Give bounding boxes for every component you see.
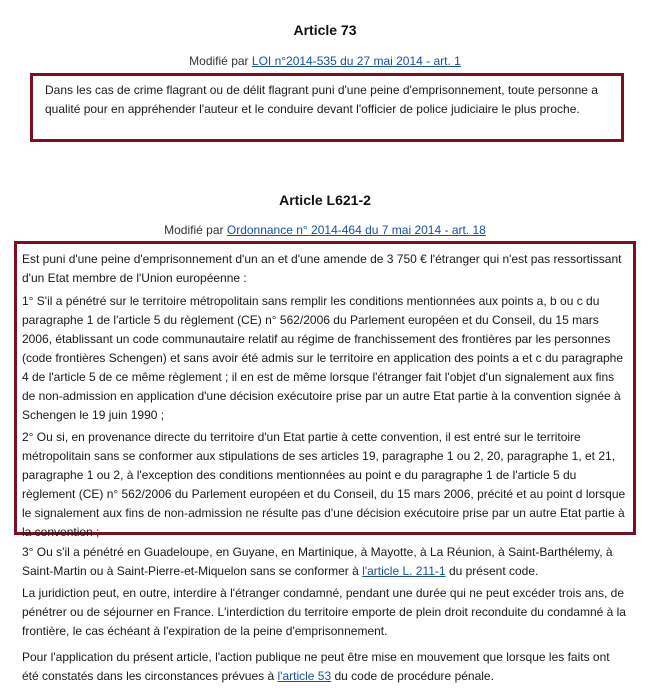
paragraph-3-text: 3° Ou s'il a pénétré en Guadeloupe, en Guyane, en Martinique, à Mayotte, à La Réunion, à Saint-Barthélemy, à Saint-Martin ou à Saint-Pierre-et-Miquelon sans se conformer à (22, 545, 613, 578)
article-73-title: Article 73 (293, 22, 357, 38)
paragraph-intro: Est puni d'une peine d'emprisonnement d'un an et d'une amende de 3 750 € l'étranger qui n'est pas ressortissant d'un Etat membre de l'Union européenne : (22, 252, 622, 285)
article-l211-1-link[interactable]: l'article L. 211-1 (362, 564, 446, 578)
modified-by-label: Modifié par (189, 54, 249, 68)
paragraph-4: La juridiction peut, en outre, interdire à l'étranger condamné, pendant une durée qui ne peut excéder trois ans, de pénétrer ou de séjourner en France. L'interdiction du territoire emporte de plein droit reconduite du condamné à la frontière, le cas échéant à l'expiration de la peine d'emprisonnement. (22, 586, 626, 638)
article-l621-2-modified-line (0, 223, 650, 237)
paragraph-1: 1° S'il a pénétré sur le territoire métropolitain sans remplir les conditions mentionnées aux points a, b ou c du paragraphe 1 de l'article 5 du règlement (CE) n° 562/2006 du Parlement européen et du Conseil, du 15 mars 2006, établissant un code communautaire relatif au régime de franchissement des frontières par les personnes (code frontières Schengen) et sans avoir été admis sur le territoire en application des points a et c du paragraphe 4 de l'article 5 de ce même règlement ; il en est de même lorsque l'étranger fait l'objet d'un signalement aux fins de non-admission en application d'une décision exécutoire prise par un autre Etat partie à la convention signée à Schengen le 19 juin 1990 ; (22, 294, 624, 422)
article-53-link[interactable]: l'article 53 (277, 669, 332, 683)
loi-2014-535-link[interactable]: LOI n°2014-535 du 27 mai 2014 - art. 1 (251, 54, 461, 68)
paragraph-5-text: Pour l'application du présent article, l'action publique ne peut être mise en mouvement que lorsque les faits ont été constatés dans les circonstances prévues à (22, 650, 610, 683)
ordonnance-2014-464-link[interactable]: Ordonnance n° 2014-464 du 7 mai 2014 - art. 18 (226, 223, 486, 237)
paragraph-3-tail: du présent code. (445, 564, 539, 578)
paragraph-5-tail: du code de procédure pénale. (331, 669, 494, 683)
modified-by-label: Modifié par (164, 223, 224, 237)
article-l621-2-title: Article L621-2 (279, 192, 371, 208)
paragraph-2: 2° Ou si, en provenance directe du territoire d'un Etat partie à cette convention, il est entré sur le territoire métropolitain sans se conformer aux stipulations de ses articles 19, paragraphe 1 ou 2, 20, paragraphe 1, et 21, paragraphe 1 ou 2, à l'exception des conditions mentionnées au point e du paragraphe 1 de l'article 5 du règlement (CE) n° 562/2006 du Parlement européen et du Conseil, du 15 mars 2006, précité et au point d lorsque le signalement aux fins de non-admission ne résulte pas d'une décision exécutoire prise par un autre Etat partie à la convention ; (22, 430, 626, 539)
article-73-modified-line (0, 54, 650, 68)
paragraph-5 (22, 648, 628, 686)
article-73-text: Dans les cas de crime flagrant ou de délit flagrant puni d'une peine d'emprisonnement, toute personne a qualité pour en appréhender l'auteur et le conduire devant l'officier de police judiciaire le plus proche. (45, 83, 598, 116)
paragraph-3 (22, 543, 628, 581)
